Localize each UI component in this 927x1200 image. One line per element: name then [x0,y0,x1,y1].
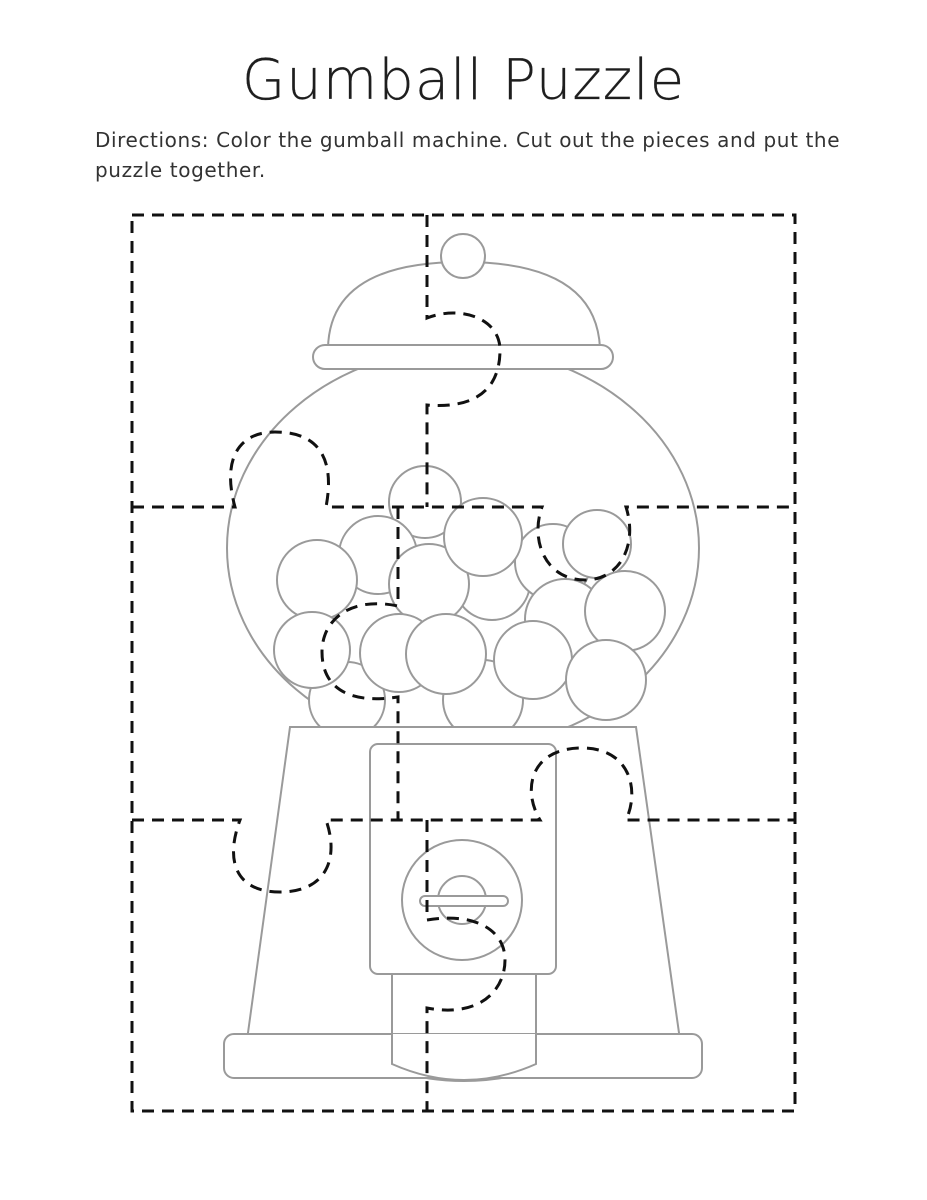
coin-slot [420,896,508,906]
gumball-machine-drawing [224,234,702,1081]
directions-text: Directions: Color the gumball machine. Cut out the pieces and put the puzzle together. [95,128,841,182]
lid-knob [441,234,485,278]
lid-band [313,345,613,369]
worksheet-title: Gumball Puzzle [241,48,686,113]
